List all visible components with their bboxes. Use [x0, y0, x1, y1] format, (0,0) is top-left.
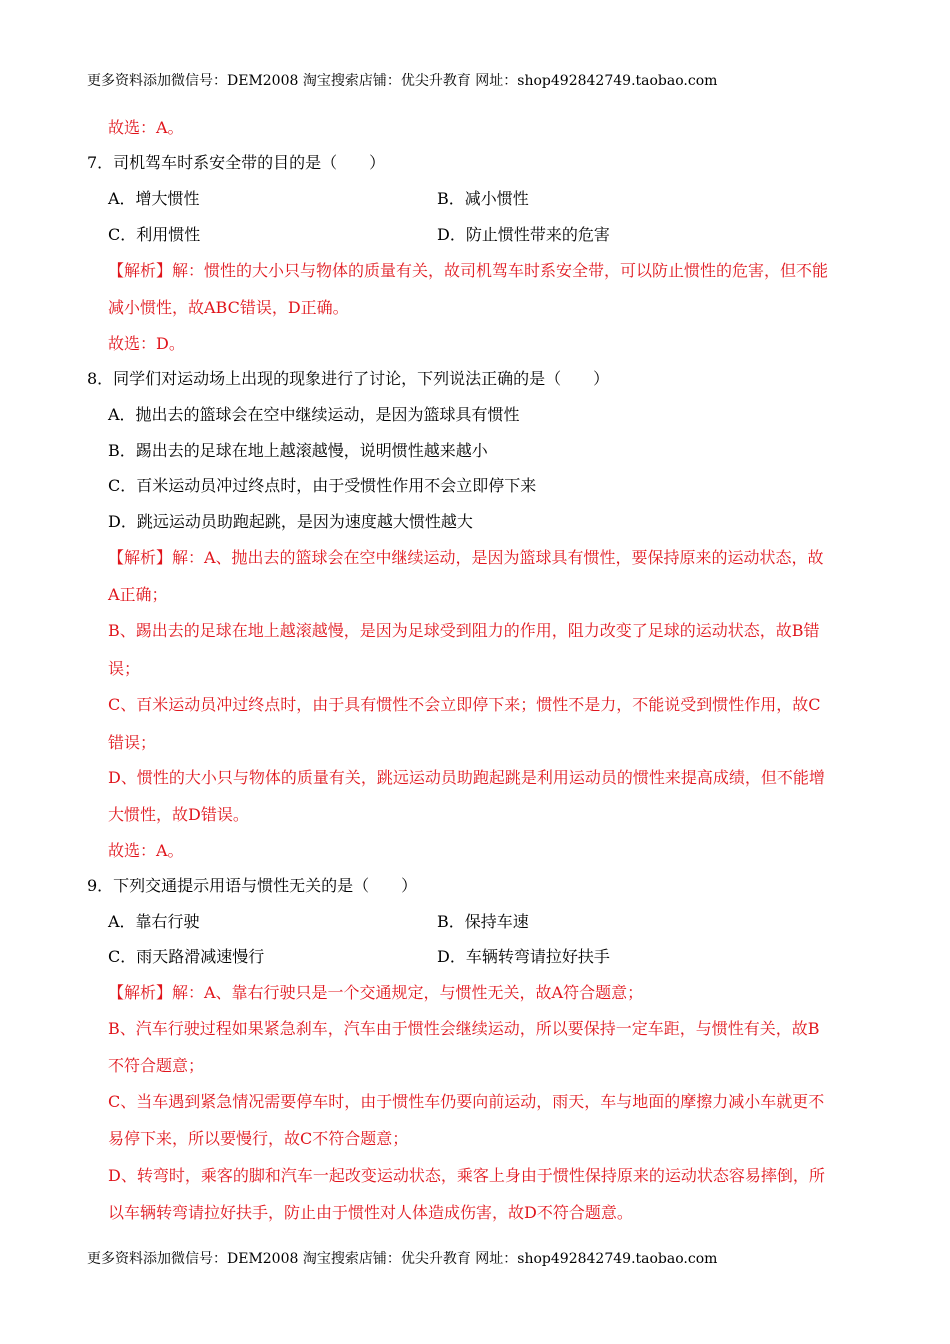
q9-option-d: D．车辆转弯请拉好扶手 — [437, 947, 610, 966]
q8-option-b: B．踢出去的足球在地上越滚越慢，说明惯性越来越小 — [108, 441, 488, 460]
q9-option-c: C．雨天路滑减速慢行 — [108, 947, 265, 966]
page-header: 更多资料添加微信号：DEM2008 淘宝搜索店铺：优尖升教育 网址：shop492842749.taobao.com — [87, 73, 718, 89]
q9-analysis-line: D、转弯时，乘客的脚和汽车一起改变运动状态，乘客上身由于惯性保持原来的运动状态容易摔倒，所 — [108, 1166, 825, 1185]
q8-analysis-line: B、踢出去的足球在地上越滚越慢，是因为足球受到阻力的作用，阻力改变了足球的运动状态，故B错 — [108, 621, 820, 640]
q7-analysis-line: 减小惯性，故ABC错误，D正确。 — [108, 298, 349, 317]
prev-answer: 故选：A。 — [108, 118, 184, 137]
q8-option-d: D．跳远运动员助跑起跳，是因为速度越大惯性越大 — [108, 512, 473, 531]
q8-option-c: C．百米运动员冲过终点时，由于受惯性作用不会立即停下来 — [108, 476, 537, 495]
q8-analysis-line: A正确； — [108, 585, 168, 604]
q7-option-a: A．增大惯性 — [108, 189, 200, 208]
q9-analysis-line: 易停下来，所以要慢行，故C不符合题意； — [108, 1129, 409, 1148]
q9-option-b: B．保持车速 — [437, 912, 529, 931]
q9-analysis-line: C、当车遇到紧急情况需要停车时，由于惯性车仍要向前运动，雨天，车与地面的摩擦力减小车就更不 — [108, 1092, 825, 1111]
q9-option-a: A．靠右行驶 — [108, 912, 200, 931]
q7-answer: 故选：D。 — [108, 334, 185, 353]
q7-analysis-line: 【解析】解：惯性的大小只与物体的质量有关，故司机驾车时系安全带，可以防止惯性的危害，但不能 — [108, 261, 829, 280]
q9-analysis-line: B、汽车行驶过程如果紧急刹车，汽车由于惯性会继续运动，所以要保持一定车距，与惯性有关，故B — [108, 1019, 820, 1038]
q9-analysis-line: 以车辆转弯请拉好扶手，防止由于惯性对人体造成伤害，故D不符合题意。 — [108, 1203, 633, 1222]
q9-stem: 9．下列交通提示用语与惯性无关的是（ ） — [87, 876, 418, 895]
q8-analysis-line: D、惯性的大小只与物体的质量有关，跳远运动员助跑起跳是利用运动员的惯性来提高成绩，但不能增 — [108, 768, 825, 787]
q7-option-c: C．利用惯性 — [108, 225, 201, 244]
q8-answer: 故选：A。 — [108, 841, 184, 860]
q8-analysis-line: 大惯性，故D错误。 — [108, 805, 249, 824]
page-footer: 更多资料添加微信号：DEM2008 淘宝搜索店铺：优尖升教育 网址：shop492842749.taobao.com — [87, 1251, 718, 1267]
q8-analysis-line: 误； — [108, 659, 141, 678]
q7-option-b: B．减小惯性 — [437, 189, 529, 208]
q9-analysis-line: 【解析】解：A、靠右行驶只是一个交通规定，与惯性无关，故A符合题意； — [108, 983, 644, 1002]
q8-analysis-line: C、百米运动员冲过终点时，由于具有惯性不会立即停下来；惯性不是力，不能说受到惯性作用，故C — [108, 695, 821, 714]
q8-analysis-line: 【解析】解：A、抛出去的篮球会在空中继续运动，是因为篮球具有惯性，要保持原来的运动状态，故 — [108, 548, 824, 567]
q9-analysis-line: 不符合题意； — [108, 1056, 205, 1075]
q7-stem: 7．司机驾车时系安全带的目的是（ ） — [87, 153, 386, 172]
q8-option-a: A．抛出去的篮球会在空中继续运动，是因为篮球具有惯性 — [108, 405, 520, 424]
q7-option-d: D．防止惯性带来的危害 — [437, 225, 610, 244]
q8-stem: 8．同学们对运动场上出现的现象进行了讨论，下列说法正确的是（ ） — [87, 369, 610, 388]
q8-analysis-line: 错误； — [108, 733, 157, 752]
